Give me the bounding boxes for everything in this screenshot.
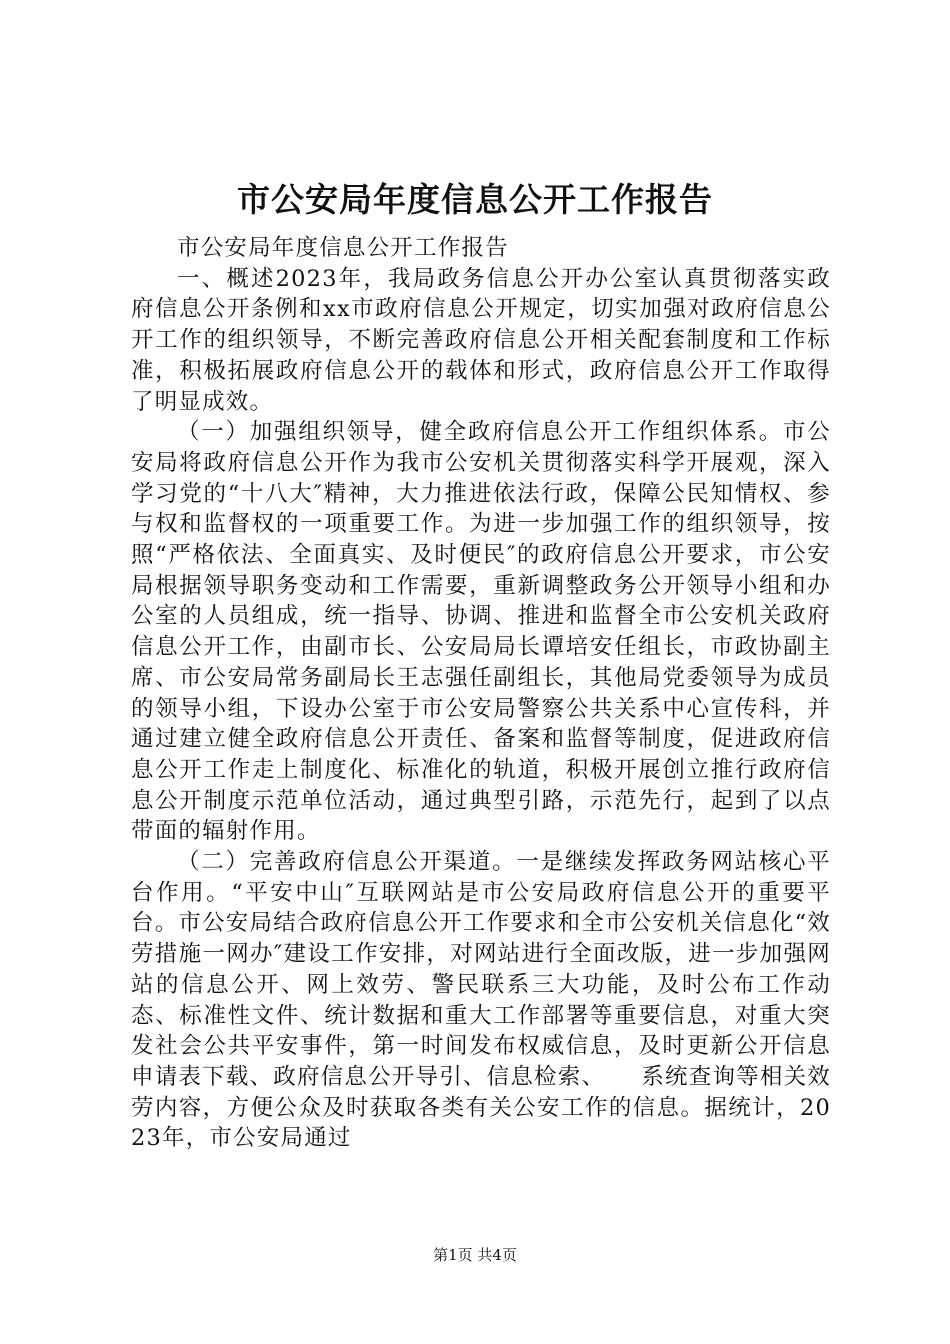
document-title: 市公安局年度信息公开工作报告	[237, 180, 713, 219]
paragraph-section-1: （一）加强组织领导，健全政府信息公开工作组织体系。市公安局将政府信息公开作为我市公安机关贯彻落实科学开展观，深入学习党的“十八大″精神，大力推进依法行政，保障公民知情权、参与权和监督权的一项重要工作。为进一步加强工作的组织领导，按照“严格依法、全面真实、及时便民″的政府信息公开要求，市公安局根据领导职务变动和工作需要，重新调整政务公开领导小组和办公室的人员组成，统一指导、协调、推进和监督全市公安机关政府信息公开工作，由副市长、公安局局长谭培安任组长，市政协副主席、市公安局常务副局长王志强任副组长，其他局党委领导为成员的领导小组，下设办公室于市公安局警察公共关系中心宣传科，并通过建立健全政府信息公开责任、备案和监督等制度，促进政府信息公开工作走上制度化、标准化的轨道，积极开展创立推行政府信息公开制度示范单位活动，通过典型引路，示范先行，起到了以点带面的辐射作用。	[131, 419, 831, 845]
paragraph-section-2: （二）完善政府信息公开渠道。一是继续发挥政务网站核心平台作用。“平安中山″互联网站是市公安局政府信息公开的重要平台。市公安局结合政府信息公开工作要求和全市公安机关信息化“效劳措施一网办″建设工作安排，对网站进行全面改版，进一步加强网站的信息公开、网上效劳、警民联系三大功能，及时公布工作动态、标准性文件、统计数据和重大工作部署等重要信息，对重大突发社会公共平安事件，第一时间发布权威信息，及时更新公开信息申请表下载、政府信息公开导引、信息检索、 系统查询等相关效劳内容，方便公众及时获取各类有关公安工作的信息。据统计，2023年，市公安局通过	[131, 849, 832, 1152]
document-body	[131, 233, 831, 1154]
paragraph-overview: 一、概述2023年，我局政务信息公开办公室认真贯彻落实政府信息公开条例和xx市政府信息公开规定，切实加强对政府信息公开工作的组织领导，不断完善政府信息公开相关配套制度和工作标准，积极拓展政府信息公开的载体和形式，政府信息公开工作取得了明显成效。	[131, 265, 831, 415]
page-number: 第1页 共4页	[433, 1246, 517, 1264]
paragraph-subtitle: 市公安局年度信息公开工作报告	[177, 235, 509, 261]
